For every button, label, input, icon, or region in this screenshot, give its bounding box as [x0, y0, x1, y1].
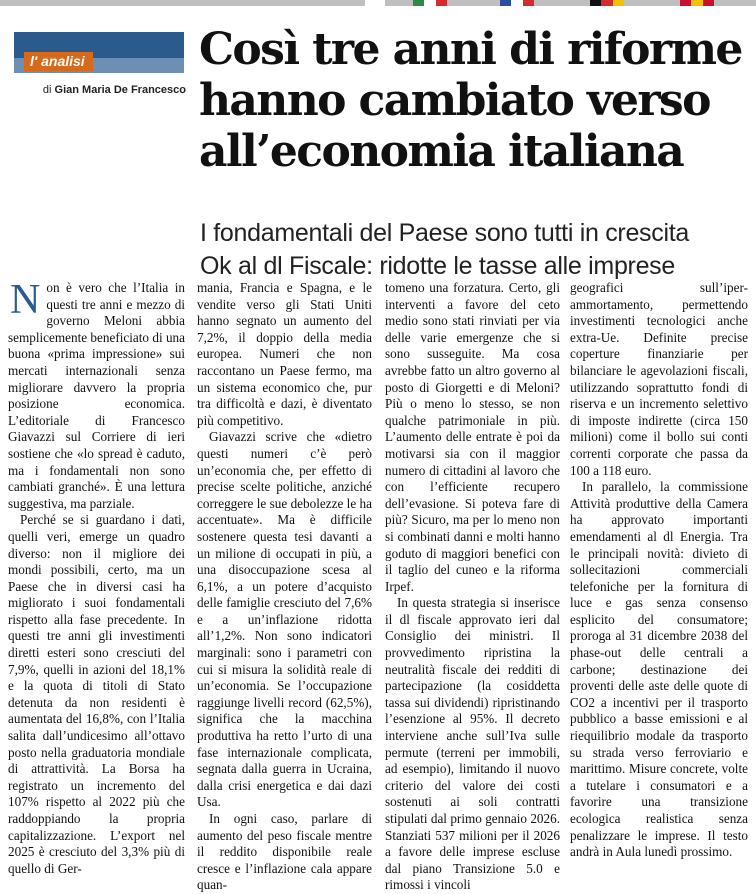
flag-stripe — [691, 0, 702, 6]
paragraph: geografici sull’iper-ammortamento, permettendo investimenti tecnologici anche extra-Ue. Definite precise coperture finanziarie per bilanciare le agevolazioni fiscali, utilizzando soprattutto fondi di riserva e un incremento selettivo di imposte indirette (circa 150 milioni) come il bollo sui conti correnti corporate che passa da 100 a 118 euro. — [570, 280, 748, 478]
paragraph — [8, 277, 185, 512]
flag-stripe — [523, 0, 534, 6]
drop-cap: N — [10, 277, 41, 323]
flag-stripe — [424, 0, 435, 6]
paragraph: Perché se si guardano i dati, quelli veri, emerge un quadro diverso: non il migliore dei mondi possibili, certo, ma un Paese che in diversi casi ha migliorato i suoi fondamentali rispetto alla fase precedente. In questi tre anni gli investimenti diretti esteri sono cresciuti del 7,9%, quelli in azioni del 18,1% e la quota di titoli di Stato detenuta da non residenti è aumentata del 16,8%, con l’Italia salita dall’undicesimo all’ottavo posto nella graduatoria mondiale di attrattività. La Borsa ha registrato un incremento del 107% rispetto al 2022 più che raddoppiando la propria capitalizzazione. L’export nel 2025 è cresciuto del 3,3% più di quello di Ger- — [8, 512, 185, 876]
paragraph: In parallelo, la commissione Attività produttive della Camera ha approvato importanti emendamenti al dl Energia. Tra le principali novità: divieto di sollecitazioni commerciali telefoniche per la fornitura di luce e gas senza consenso esplicito del consumatore; proroga al 31 dicembre 2038 del phase-out delle centrali a carbone; destinazione dei proventi delle aste delle quote di CO2 a incentivi per il trasporto pubblico a basse emissioni e al riequilibrio modale da trasporto su strada verso ferroviario e marittimo. Misure concrete, volte a tutelare i consumatori e a favorire una transizione ecologica realistica senza penalizzare le imprese. Il testo andrà in Aula lunedì prossimo. — [570, 479, 748, 860]
author-name: Gian Maria De Francesco — [54, 84, 186, 96]
section-tag: l' analisi — [24, 52, 93, 71]
paragraph: Giavazzi scrive che «dietro questi numeri c’è però un’economia che, per effetto di precise scelte politiche, anziché correggere le sue debolezze le ha accentuate». Ma è difficile sostenere questa tesi davanti a un milione di occupati in più, a una disoccupazione scesa al 6,1%, a un potere d’acquisto delle famiglie cresciuto del 7,6% e a un’inflazione ridotta all’1,2%. Non sono indicatori marginali: sono i parametri con cui si misura la solidità reale di un’economia. Se l’occupazione raggiunge livelli record (62,5%), significa che la macchina produttiva ha retto l’urto di una fase internazionale complicata, segnata dalla guerra in Ucraina, dalla crisi energetica e dai dazi Usa. — [197, 429, 372, 810]
flag-stripe — [436, 0, 447, 6]
paragraph: tomeno una forzatura. Certo, gli interventi a favore del ceto medio sono stati rinviati per via delle varie emergenze che si sono susseguite. Ma cosa avrebbe fatto un altro governo al posto di Giorgetti e di Meloni? Più o meno lo stesso, se non qualche patrimoniale in più. L’aumento delle entrate è poi da motivarsi sia con il maggior numero di cittadini al lavoro che con l’efficiente recupero dell’evasione. Si poteva fare di più? Sicuro, ma per lo meno non si combinati danni e molti hanno goduto di maggiori benefici con il taglio del cuneo e la riforma Irpef. — [385, 280, 560, 594]
flag-france-icon — [500, 0, 534, 6]
top-bar — [0, 0, 756, 6]
flag-stripe — [511, 0, 522, 6]
flag-spain-icon — [680, 0, 714, 6]
headline-line-1: Così tre anni di riforme — [199, 24, 742, 75]
flag-italy-icon — [413, 0, 447, 6]
flag-germany-icon — [590, 0, 624, 6]
flag-stripe — [613, 0, 624, 6]
headline-line-2: hanno cambiato verso — [199, 75, 710, 126]
flag-stripe — [680, 0, 691, 6]
article-column-2 — [197, 280, 372, 893]
paragraph: In ogni caso, parlare di aumento del peso fiscale mentre il reddito disponibile reale cresce e l’inflazione cala appare quan- — [197, 811, 372, 893]
subhead-line-2: Ok al dl Fiscale: ridotte le tasse alle imprese — [200, 252, 675, 280]
flag-stripe — [590, 0, 601, 6]
flag-stripe — [703, 0, 714, 6]
top-bar-left — [0, 0, 365, 6]
subheadline — [200, 217, 752, 283]
flag-stripe — [601, 0, 612, 6]
flag-stripe — [413, 0, 424, 6]
article-column-3 — [385, 280, 560, 893]
article-column-4 — [570, 280, 748, 860]
paragraph: In questa strategia si inserisce il dl fiscale approvato ieri dal Consiglio dei ministri. Il provvedimento ripristina la neutralità fiscale dei redditi di partecipazione (la cosiddetta tassa sui dividendi) ripristinando l’esenzione al 95%. Il decreto interviene anche sull’Iva sulle permute (terreni per immobili, ad esempio), limitando il nuovo criterio del valore dei costi sostenuti ai soli contratti stipulati dal primo gennaio 2026. Stanziati 537 milioni per il 2026 a favore delle imprese escluse dal piano Transizione 5.0 e rimossi i vincoli — [385, 595, 560, 893]
headline-line-3: all’economia italiana — [199, 126, 684, 177]
section-badge — [14, 32, 184, 73]
paragraph-text: on è vero che l’Italia in questi tre anni e mezzo di governo Meloni abbia semplicemente beneficiato di una buona «prima impressione» sui mercati internazionali senza migliorare davvero la propria posizione economica. L’editoriale di Francesco Giavazzi sul Corriere di ieri sostiene che «lo spread è caduto, ma i fondamentali non sono cambiati granché». È una lettura suggestiva, ma parziale. — [8, 280, 185, 511]
byline — [40, 84, 186, 96]
subhead-line-1: I fondamentali del Paese sono tutti in crescita — [200, 219, 689, 247]
article-column-1 — [8, 277, 185, 876]
headline — [199, 24, 751, 177]
byline-prefix: di — [42, 84, 52, 96]
flag-stripe — [500, 0, 511, 6]
paragraph: mania, Francia e Spagna, e le vendite verso gli Stati Uniti hanno segnato un aumento del 7,2%, il doppio della media europea. Numeri che non raccontano un Paese fermo, ma un sistema economico che, pur tra difficoltà e dazi, è diventato più competitivo. — [197, 280, 372, 428]
